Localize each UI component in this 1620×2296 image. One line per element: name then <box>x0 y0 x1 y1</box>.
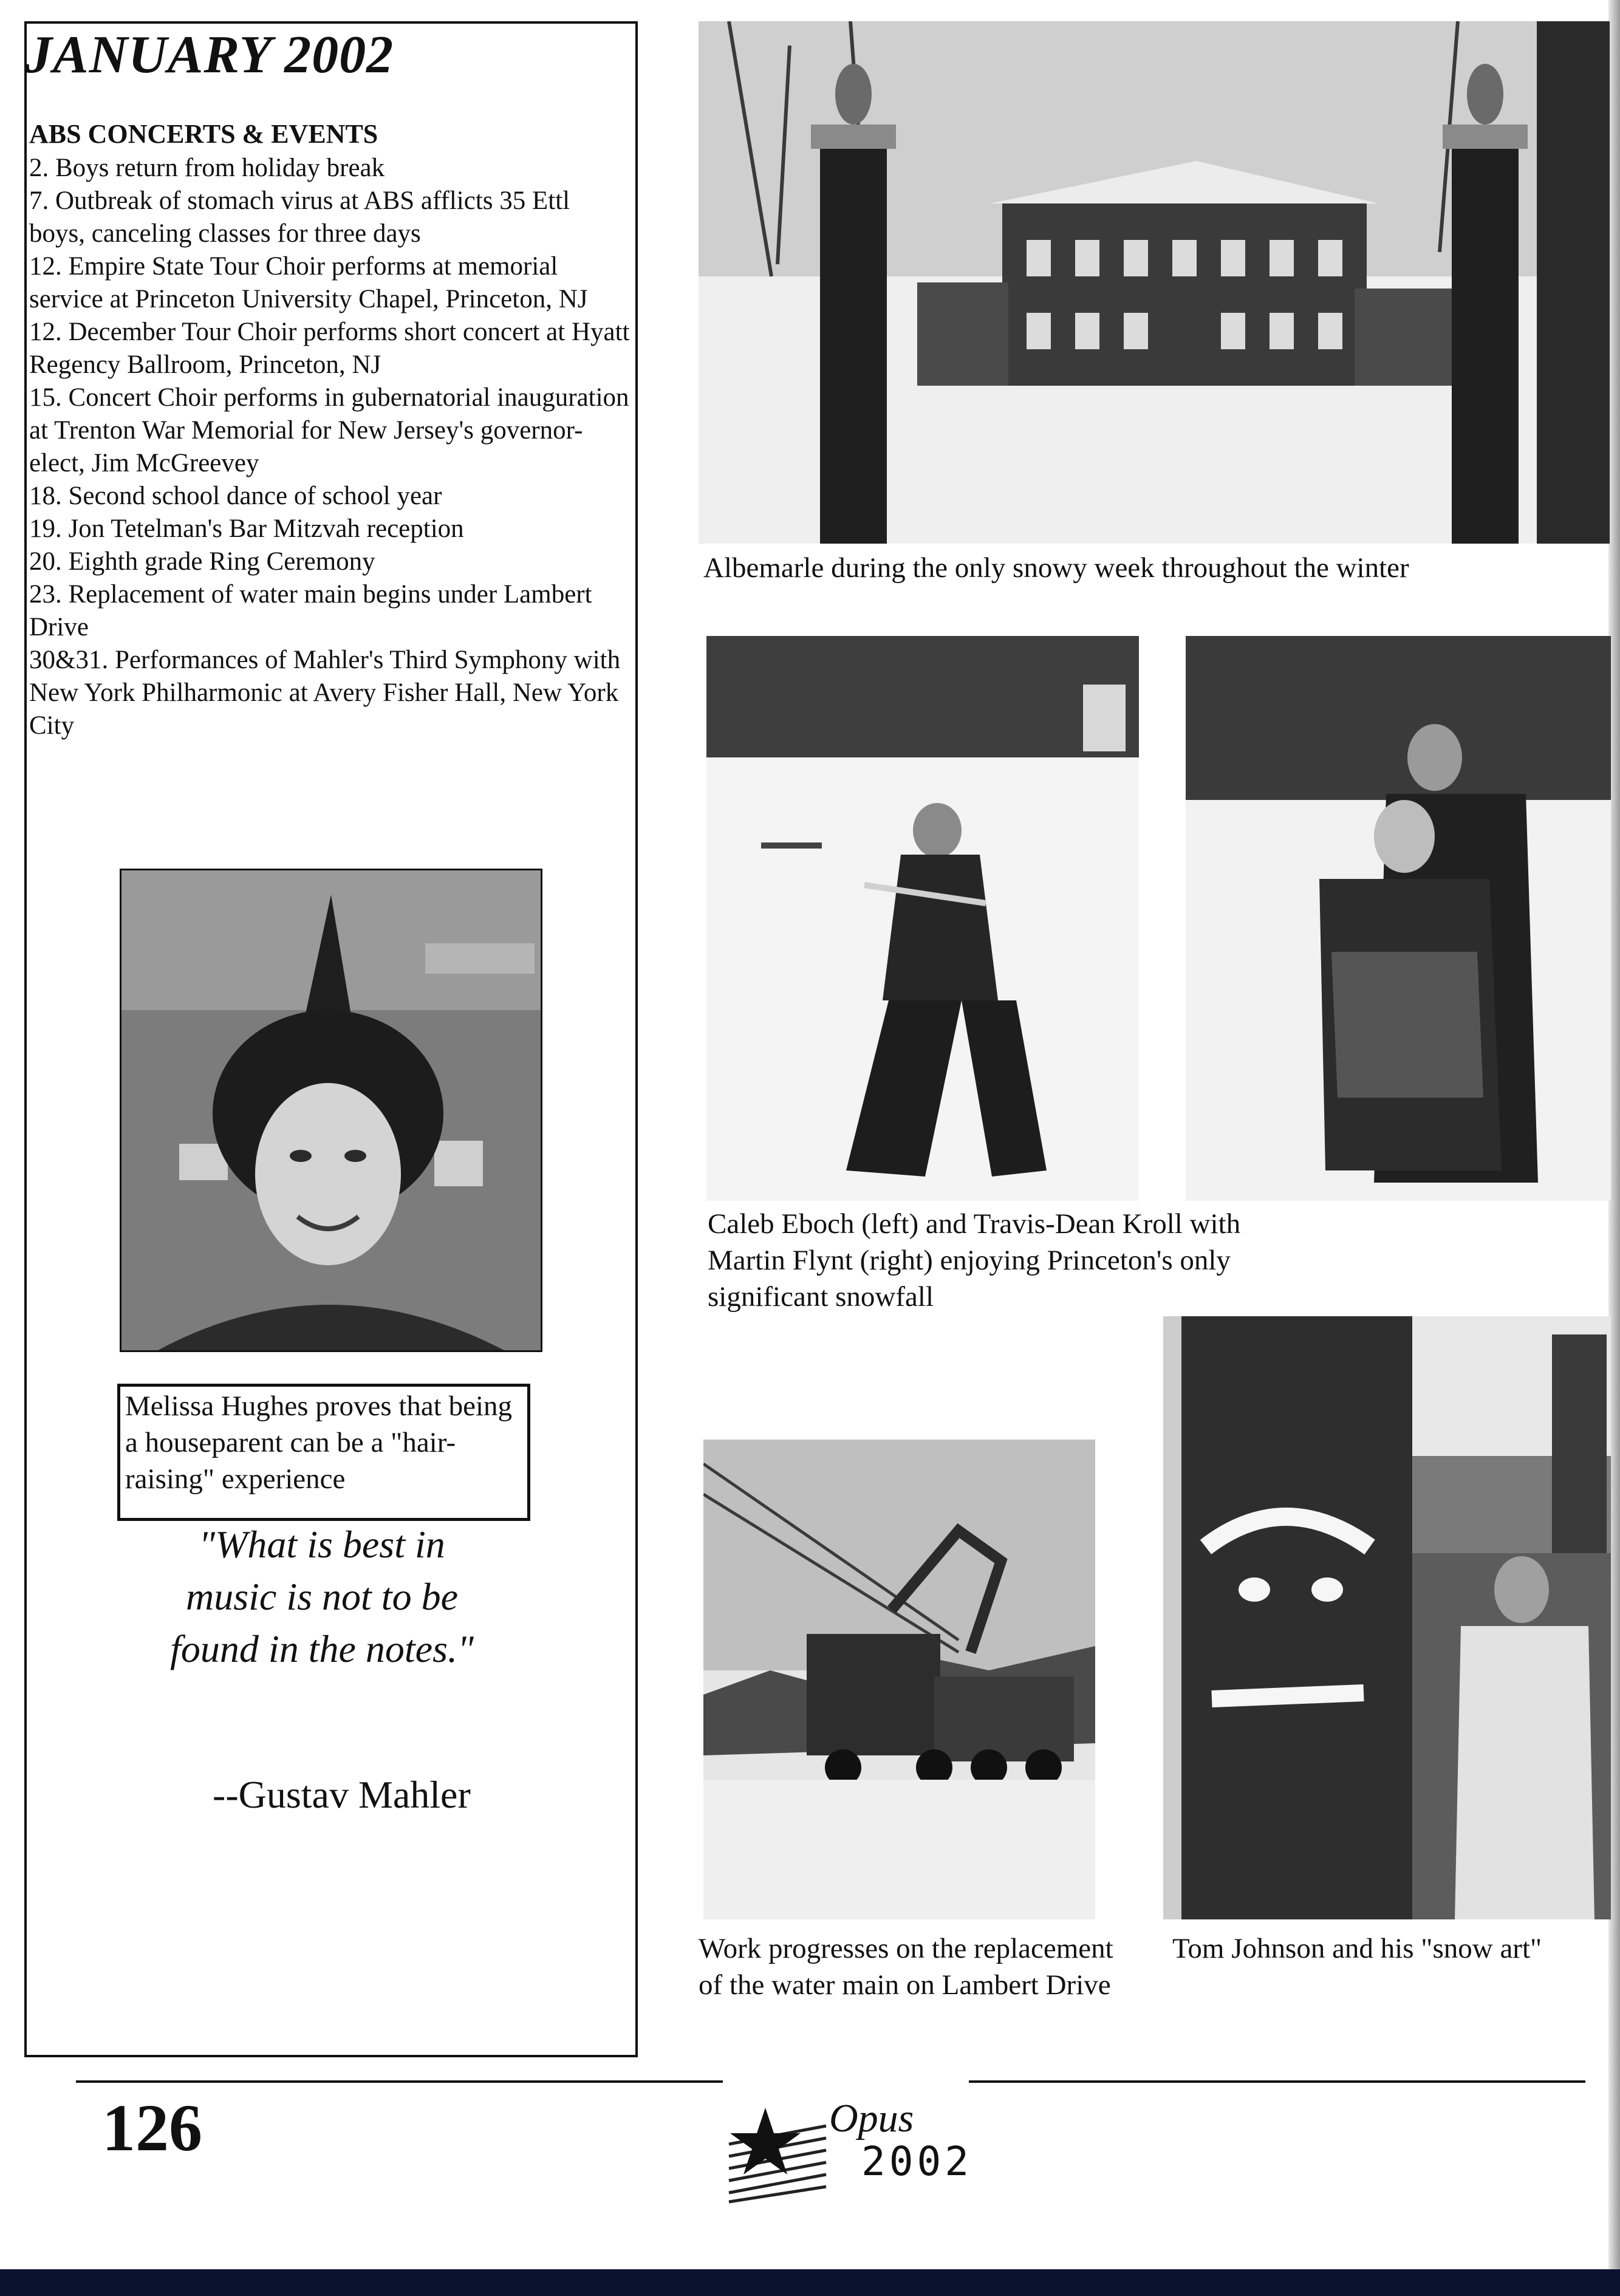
event-item: 18. Second school dance of school year <box>29 482 442 510</box>
events-list <box>29 152 631 742</box>
scan-bottom-band <box>0 2269 1620 2296</box>
water-main-caption: Work progresses on the replacement of the water main on Lambert Drive <box>699 1933 1113 2001</box>
travis-martin-photo <box>1186 636 1611 1201</box>
melissa-caption: Melissa Hughes proves that being a houseparent can be a "hair-raising" experience <box>117 1384 530 1521</box>
opus-year: 2002 <box>861 2138 972 2185</box>
event-item: 20. Eighth grade Ring Ceremony <box>29 547 375 576</box>
mahler-quote: "What is best in music is not to be found in the notes." <box>170 1523 474 1670</box>
caleb-photo <box>706 636 1139 1201</box>
albemarle-caption: Albemarle during the only snowy week throughout the winter <box>703 552 1409 584</box>
quote-author: --Gustav Mahler <box>213 1773 471 1816</box>
water-main-photo <box>703 1440 1095 1919</box>
month-title: JANUARY 2002 <box>26 26 394 84</box>
footer-rule-right <box>969 2080 1585 2083</box>
opus-word: Opus <box>829 2096 914 2141</box>
event-item: 2. Boys return from holiday break <box>29 154 385 182</box>
event-item: 23. Replacement of water main begins under Lambert Drive <box>29 580 592 641</box>
page-number: 126 <box>102 2091 202 2165</box>
event-item: 12. Empire State Tour Choir performs at memorial service at Princeton University Chapel, Princeton, NJ <box>29 252 588 313</box>
footer-rule-left <box>76 2080 723 2083</box>
event-item: 12. December Tour Choir performs short concert at Hyatt Regency Ballroom, Princeton, NJ <box>29 318 630 379</box>
snow-art-photo <box>1163 1316 1611 1919</box>
event-item: 19. Jon Tetelman's Bar Mitzvah reception <box>29 514 464 543</box>
melissa-photo <box>120 869 542 1352</box>
snow-art-caption: Tom Johnson and his "snow art" <box>1172 1933 1542 1964</box>
events-heading: ABS CONCERTS & EVENTS <box>29 119 378 149</box>
snowfall-caption: Caleb Eboch (left) and Travis-Dean Kroll with Martin Flynt (right) enjoying Princeton's only significant snowfall <box>708 1208 1241 1313</box>
event-item: 15. Concert Choir performs in gubernatorial inauguration at Trenton War Memorial for New Jersey's governor-elect, Jim McGreevey <box>29 383 629 477</box>
event-item: 30&31. Performances of Mahler's Third Symphony with New York Philharmonic at Avery Fisher Hall, New York City <box>29 646 621 740</box>
event-item: 7. Outbreak of stomach virus at ABS afflicts 35 Ettl boys, canceling classes for three days <box>29 186 570 248</box>
albemarle-photo <box>699 21 1610 544</box>
